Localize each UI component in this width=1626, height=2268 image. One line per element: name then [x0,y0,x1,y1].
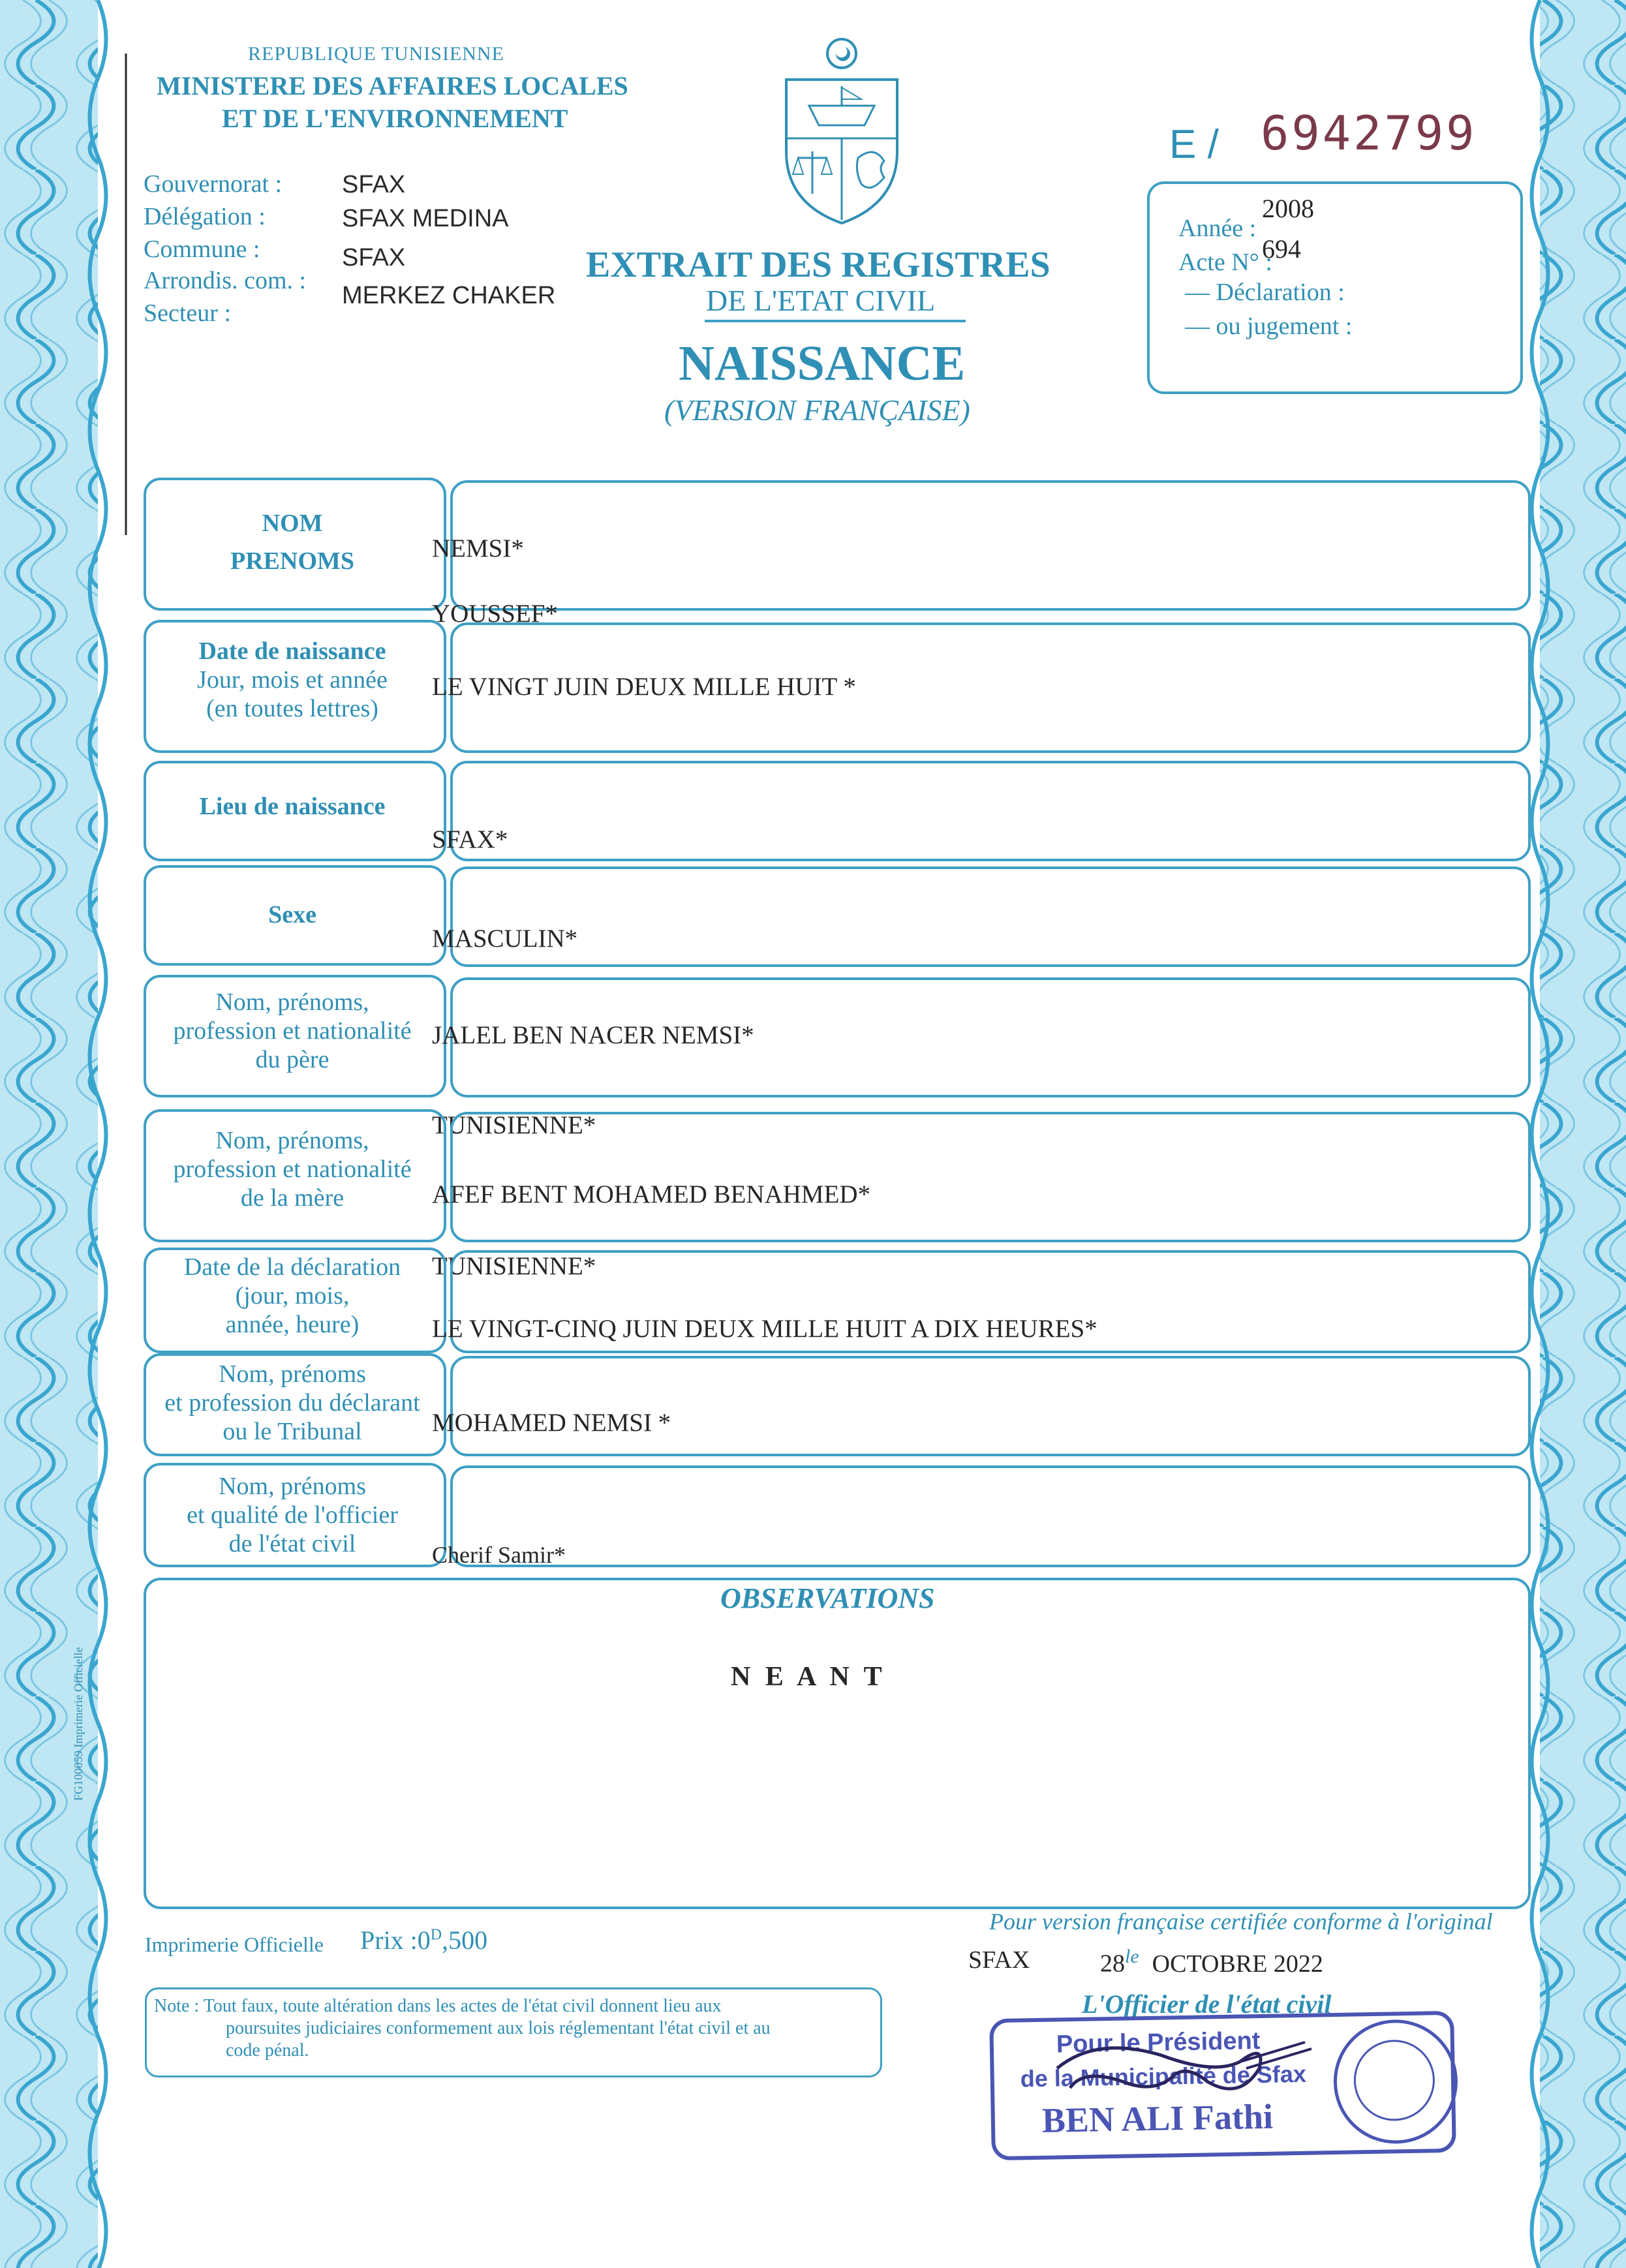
commune-value: SFAX [342,244,406,271]
declaration-row-value: LE VINGT-CINQ JUIN DEUX MILLE HUIT A DIX HEURES* [432,1315,1097,1343]
sexe-label: Sexe [268,901,316,928]
certified-statement: Pour version française certifiée conforme à l'original [989,1908,1493,1935]
lieu-value-box [450,761,1531,861]
stamp-line2: de la Municipalité de Sfax [1020,2060,1307,2092]
title-line1: EXTRAIT DES REGISTRES [586,245,1051,285]
sexe-value-box [450,866,1531,967]
date-value: $28^{le}$ OCTOBRE 2022 [1100,1946,1323,1978]
observations-box [144,1578,1531,1909]
pere-label: Nom, prénoms, profession et nationalité du père [173,988,412,1073]
sexe-value: MASCULIN* [432,925,578,953]
stamp-line3: BEN ALI Fathi [1041,2096,1274,2140]
nom-value: NEMSI* [432,534,524,562]
printer-vertical-mark: FG100059 Imprimerie Officielle [72,1647,85,1801]
nom-label: NOM [262,510,323,537]
declaration-label: — Déclaration : [1185,279,1345,306]
title-line2: DE L'ETAT CIVIL [706,284,936,317]
lieu-label: Lieu de naissance [199,793,386,820]
stamp-line1: Pour le Président [1056,2027,1261,2059]
title-underline [705,320,966,322]
gouvernorat-value: SFAX [342,171,406,198]
note-text: Note : Tout faux, toute altération dans les actes de l'état civil donnent lieu aux poursuites judiciaires conformement aux lois réglementant l'état civil et au code pénal. [154,1996,771,2061]
declarant-value: MOHAMED NEMSI * [432,1409,671,1437]
secteur-value: MERKEZ CHAKER [342,282,556,309]
lieu-value: SFAX* [432,825,508,853]
officier-label: Nom, prénoms et qualité de l'officier de l'état civil [187,1473,398,1557]
naissance-value: LE VINGT JUIN DEUX MILLE HUIT * [432,673,856,701]
prenoms-label: PRENOMS [230,547,354,575]
stamp-seal-circle [1332,2019,1458,2145]
prenoms-value: YOUSSEF* [432,600,558,628]
observations-title: OBSERVATIONS [720,1582,935,1614]
serial-number: 6942799 [1261,106,1477,161]
printer-name: Imprimerie Officielle [145,1933,324,1956]
naissance-label: Date de naissance Jour, mois et année (en toutes lettres) [197,637,388,722]
officer-title: L'Officier de l'état civil [1082,1989,1332,2019]
arrondis-label: Arrondis. com. : [144,267,307,294]
annee-value: 2008 [1262,194,1314,223]
mere-value: AFEF BENT MOHAMED BENAHMED* [432,1180,871,1208]
secteur-label: Secteur : [144,299,232,327]
declarant-value-box [450,1356,1531,1456]
annee-label: Année : [1178,215,1257,242]
mere-value-box [450,1112,1531,1242]
commune-label: Commune : [144,236,260,263]
acte-label: Acte N° : [1178,249,1272,276]
price: Prix $:0^D,500$ [360,1925,488,1955]
nom-value-box [450,480,1531,611]
signature-mark [1044,2029,1318,2121]
delegation-value: SFAX MEDINA [342,205,509,232]
ministry-heading-line2: ET DE L'ENVIRONNEMENT [222,104,568,133]
ministry-heading-line1: MINISTERE DES AFFAIRES LOCALES [157,71,628,100]
mere-nationalite: TUNISIENNE* [432,1252,596,1280]
title-main: NAISSANCE [679,336,966,391]
pere-value: JALEL BEN NACER NEMSI* [432,1021,754,1049]
acte-value: 694 [1262,234,1301,264]
declarant-label: Nom, prénoms et profession du déclarant ou le Tribunal [164,1360,420,1445]
title-version: (VERSION FRANÇAISE) [664,393,970,427]
pere-nationalite: TUNISIENNE* [432,1111,596,1139]
observations-value: N E A N T [731,1662,886,1692]
coat-of-arms-emblem [773,34,910,230]
delegation-label: Délégation : [144,203,266,230]
serial-prefix: E / [1169,122,1219,167]
officier-value: Cherif Samir* [432,1542,566,1568]
gouvernorat-label: Gouvernorat : [144,170,283,198]
jugement-label: — ou jugement : [1185,313,1353,340]
mere-label: Nom, prénoms, profession et nationalité de la mère [173,1127,412,1212]
declaration-row-label: Date de la déclaration (jour, mois, année, heure) [183,1253,401,1338]
republic-heading: REPUBLIQUE TUNISIENNE [248,43,504,65]
nom-label-box [144,478,446,611]
place-value: SFAX [968,1946,1030,1974]
officier-value-box [450,1465,1531,1567]
